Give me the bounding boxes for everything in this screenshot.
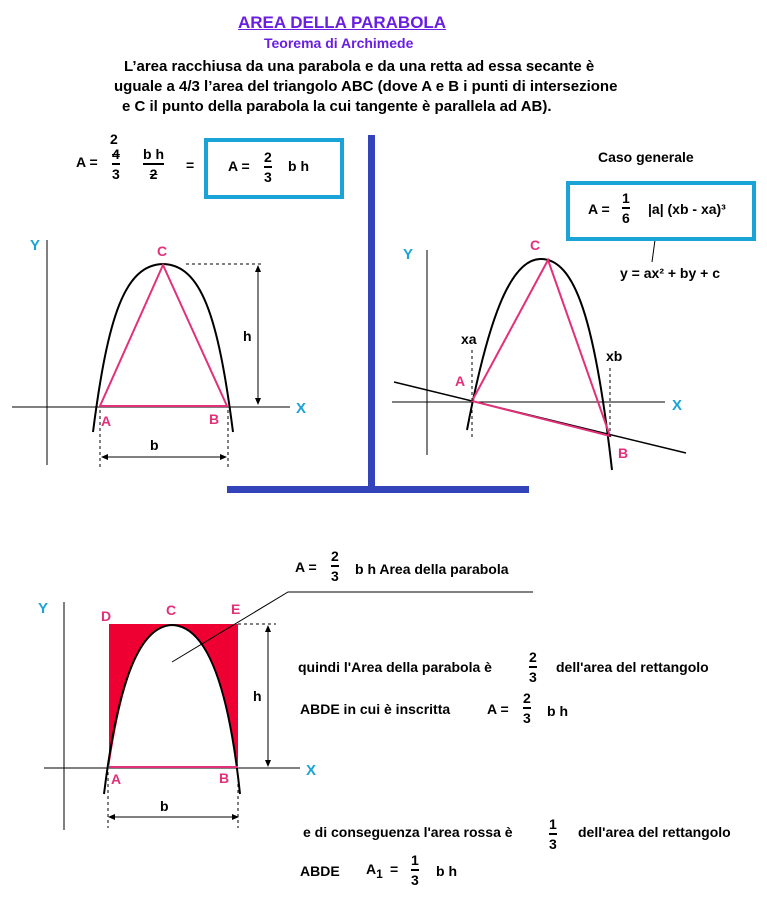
line4-lhs: [366, 862, 383, 880]
line2-pre: ABDE in cui è inscritta: [300, 701, 451, 717]
graph1-triangle: [100, 265, 227, 406]
line2-post: b h: [547, 703, 568, 719]
line4-sub: 1: [376, 866, 383, 881]
graph3-y-label: Y: [38, 600, 49, 617]
line4-fraction: [411, 852, 419, 888]
formula1-boxed-fraction: [264, 149, 272, 185]
line3-num: 1: [549, 816, 557, 832]
line3-fraction: [549, 816, 557, 852]
line4-den: 3: [411, 872, 419, 889]
graph3-e-label: E: [231, 601, 241, 617]
graph3-b-length-label: b: [160, 798, 169, 814]
bottom-formula-lhs: A =: [295, 559, 317, 575]
graph1-a-label: A: [101, 413, 112, 429]
line2-lhs: A =: [487, 701, 509, 717]
formula1-bh: b h: [143, 146, 164, 162]
fraction-bar: [523, 707, 531, 709]
formula1-num-struck: 4: [112, 146, 120, 162]
formula1-num-overwrite: 2: [110, 131, 118, 147]
graph2-xa-label: xa: [461, 331, 477, 347]
line3-den: 3: [549, 836, 557, 853]
graph1-y-label: Y: [30, 237, 41, 254]
graph1-b-length-label: b: [150, 437, 159, 453]
line4-eq: =: [390, 861, 399, 877]
line4-num: 1: [411, 852, 419, 868]
fraction-bar: [411, 869, 419, 871]
graph3-d-label: D: [101, 608, 112, 624]
graph2-xb-label: xb: [606, 348, 623, 364]
formula1-fraction: [112, 146, 120, 182]
general-lhs: A =: [588, 201, 610, 217]
page-subtitle: Teorema di Archimede: [264, 35, 414, 51]
formula1-bh-fraction: [143, 146, 164, 182]
graph2-parabola: [467, 259, 612, 470]
line2-den: 3: [523, 710, 531, 727]
graph3-c-label: C: [166, 602, 177, 618]
line4-pre: ABDE: [300, 863, 340, 879]
bottom-formula-rest: b h Area della parabola: [355, 561, 509, 577]
formula1-den2: 2: [149, 166, 158, 183]
graph3-x-label: X: [306, 762, 317, 779]
graph2-b-label: B: [618, 445, 629, 461]
fraction-bar: [529, 666, 537, 668]
graph2: [392, 218, 686, 470]
graph2-c-label: C: [530, 237, 541, 253]
graph1-h-label: h: [243, 328, 252, 344]
bottom-formula-fraction: [331, 548, 339, 584]
fraction-bar: [143, 163, 164, 165]
formula1-boxed-bh: b h: [288, 158, 309, 174]
fraction-bar: [264, 166, 272, 168]
formula1-boxed-den: 3: [264, 169, 272, 186]
general-formula-box: [566, 181, 756, 241]
fraction-bar: [549, 833, 557, 835]
fraction-bar: [331, 565, 339, 567]
line2-num: 2: [523, 690, 531, 706]
line4-post: b h: [436, 863, 457, 879]
bottom-formula-den: 3: [331, 568, 339, 585]
formula1-box: [204, 138, 344, 199]
line1-post: dell'area del rettangolo: [556, 659, 709, 675]
general-equation: y = ax² + by + c: [620, 265, 721, 281]
page-title: AREA DELLA PARABOLA: [238, 13, 447, 32]
general-label: Caso generale: [598, 149, 694, 165]
graph2-triangle: [472, 260, 610, 436]
bottom-formula-num: 2: [331, 548, 339, 564]
divider-vertical: [368, 135, 375, 488]
formula1-boxed-num: 2: [264, 149, 272, 165]
general-den: 6: [622, 210, 630, 227]
fraction-bar: [622, 207, 630, 209]
divider-horizontal: [227, 486, 529, 493]
line1-num: 2: [529, 649, 537, 665]
line3-post: dell'area del rettangolo: [578, 824, 731, 840]
intro-line-3: e C il punto della parabola la cui tangente è parallela ad AB).: [122, 98, 552, 115]
formula1-den: 3: [112, 166, 120, 183]
graph3-b-label: B: [219, 770, 230, 786]
graph3: [44, 592, 533, 830]
general-rest: |a| (xb - xa)³: [648, 201, 726, 217]
graph3-h-label: h: [253, 688, 262, 704]
graph2-x-label: X: [672, 397, 683, 414]
graph3-a-label: A: [111, 771, 122, 787]
formula1-lhs: A =: [76, 154, 98, 170]
general-fraction: [622, 190, 630, 226]
intro-line-2: uguale a 4/3 l’area del triangolo ABC (dove A e B i punti di intersezione: [114, 78, 618, 95]
formula1-boxed-lhs: A =: [228, 158, 250, 174]
line2-fraction: [523, 690, 531, 726]
graph1: [12, 237, 290, 468]
line3-pre: e di conseguenza l'area rossa è: [303, 824, 513, 840]
line1-fraction: [529, 649, 537, 685]
graph1-c-label: C: [157, 243, 168, 259]
graph2-y-label: Y: [403, 246, 414, 263]
intro-line-1: L’area racchiusa da una parabola e da una retta ad essa secante è: [124, 58, 595, 75]
line4-lhs-a: A: [366, 861, 377, 877]
line1-den: 3: [529, 669, 537, 686]
graph1-x-label: X: [296, 400, 307, 417]
formula1-eq: =: [186, 157, 195, 173]
fraction-bar: [112, 163, 120, 165]
graph1-b-label: B: [209, 411, 220, 427]
graph2-a-label: A: [455, 373, 466, 389]
line1-pre: quindi l'Area della parabola è: [298, 659, 492, 675]
general-num: 1: [622, 190, 630, 206]
